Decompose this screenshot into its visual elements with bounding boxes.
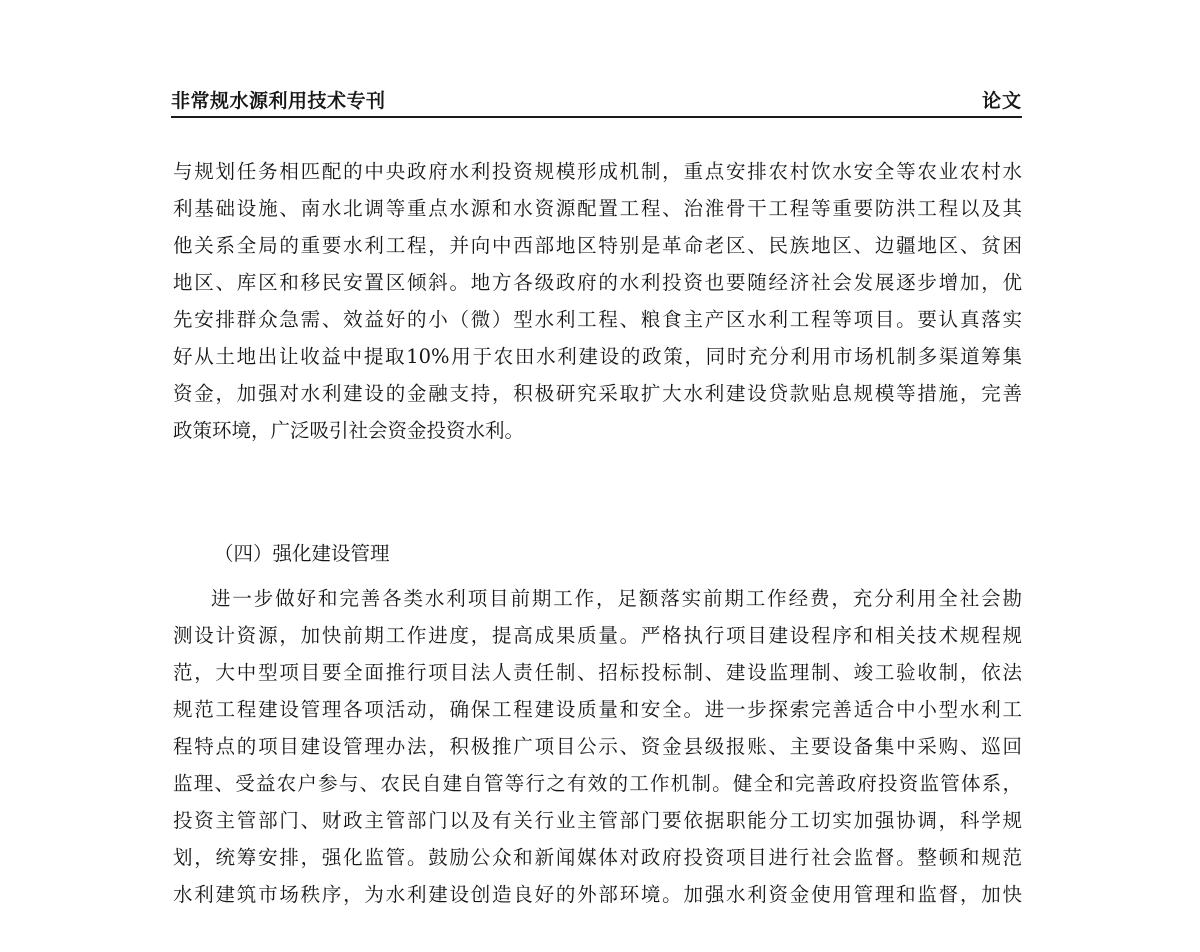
text-line: 他关系全局的重要水利工程，并向中西部地区特别是革命老区、民族地区、边疆地区、贫困 bbox=[173, 234, 1022, 257]
text-line: 水利建筑市场秩序，为水利建设创造良好的外部环境。加强水利资金使用管理和监督，加快 bbox=[173, 883, 1022, 906]
text-line: 利基础设施、南水北调等重点水源和水资源配置工程、治淮骨干工程等重要防洪工程以及其 bbox=[173, 197, 1022, 220]
text-line: 地区、库区和移民安置区倾斜。地方各级政府的水利投资也要随经济社会发展逐步增加，优 bbox=[173, 271, 1022, 294]
running-header bbox=[171, 88, 1022, 118]
text-line: 监理、受益农户参与、农民自建自管等行之有效的工作机制。健全和完善政府投资监管体系， bbox=[173, 772, 1022, 795]
text-line: 先安排群众急需、效益好的小（微）型水利工程、粮食主产区水利工程等项目。要认真落实 bbox=[173, 308, 1022, 331]
text-line: 与规划任务相匹配的中央政府水利投资规模形成机制，重点安排农村饮水安全等农业农村水 bbox=[173, 160, 1022, 183]
text-line: 好从土地出让收益中提取10%用于农田水利建设的政策，同时充分利用市场机制多渠道筹集 bbox=[173, 345, 1022, 368]
section-heading: （四）强化建设管理 bbox=[214, 542, 390, 565]
text-line: 范，大中型项目要全面推行项目法人责任制、招标投标制、建设监理制、竣工验收制，依法 bbox=[173, 661, 1022, 684]
journal-title: 非常规水源利用技术专刊 bbox=[171, 90, 386, 112]
text-line: 投资主管部门、财政主管部门以及有关行业主管部门要依据职能分工切实加强协调，科学规 bbox=[173, 809, 1022, 832]
section-label: 论文 bbox=[981, 90, 1022, 112]
text-line: 程特点的项目建设管理办法，积极推广项目公示、资金县级报账、主要设备集中采购、巡回 bbox=[173, 735, 1022, 758]
text-line: 政策环境，广泛吸引社会资金投资水利。 bbox=[173, 419, 525, 442]
text-line: 资金，加强对水利建设的金融支持，积极研究采取扩大水利建设贷款贴息规模等措施，完善 bbox=[173, 382, 1022, 405]
text-line: 划，统筹安排，强化监管。鼓励公众和新闻媒体对政府投资项目进行社会监督。整顿和规范 bbox=[173, 846, 1022, 869]
text-line: 规范工程建设管理各项活动，确保工程建设质量和安全。进一步探索完善适合中小型水利工 bbox=[173, 698, 1022, 721]
text-line: 测设计资源，加快前期工作进度，提高成果质量。严格执行项目建设程序和相关技术规程规 bbox=[173, 624, 1022, 647]
text-line: 进一步做好和完善各类水利项目前期工作，足额落实前期工作经费，充分利用全社会勘 bbox=[211, 587, 1022, 610]
